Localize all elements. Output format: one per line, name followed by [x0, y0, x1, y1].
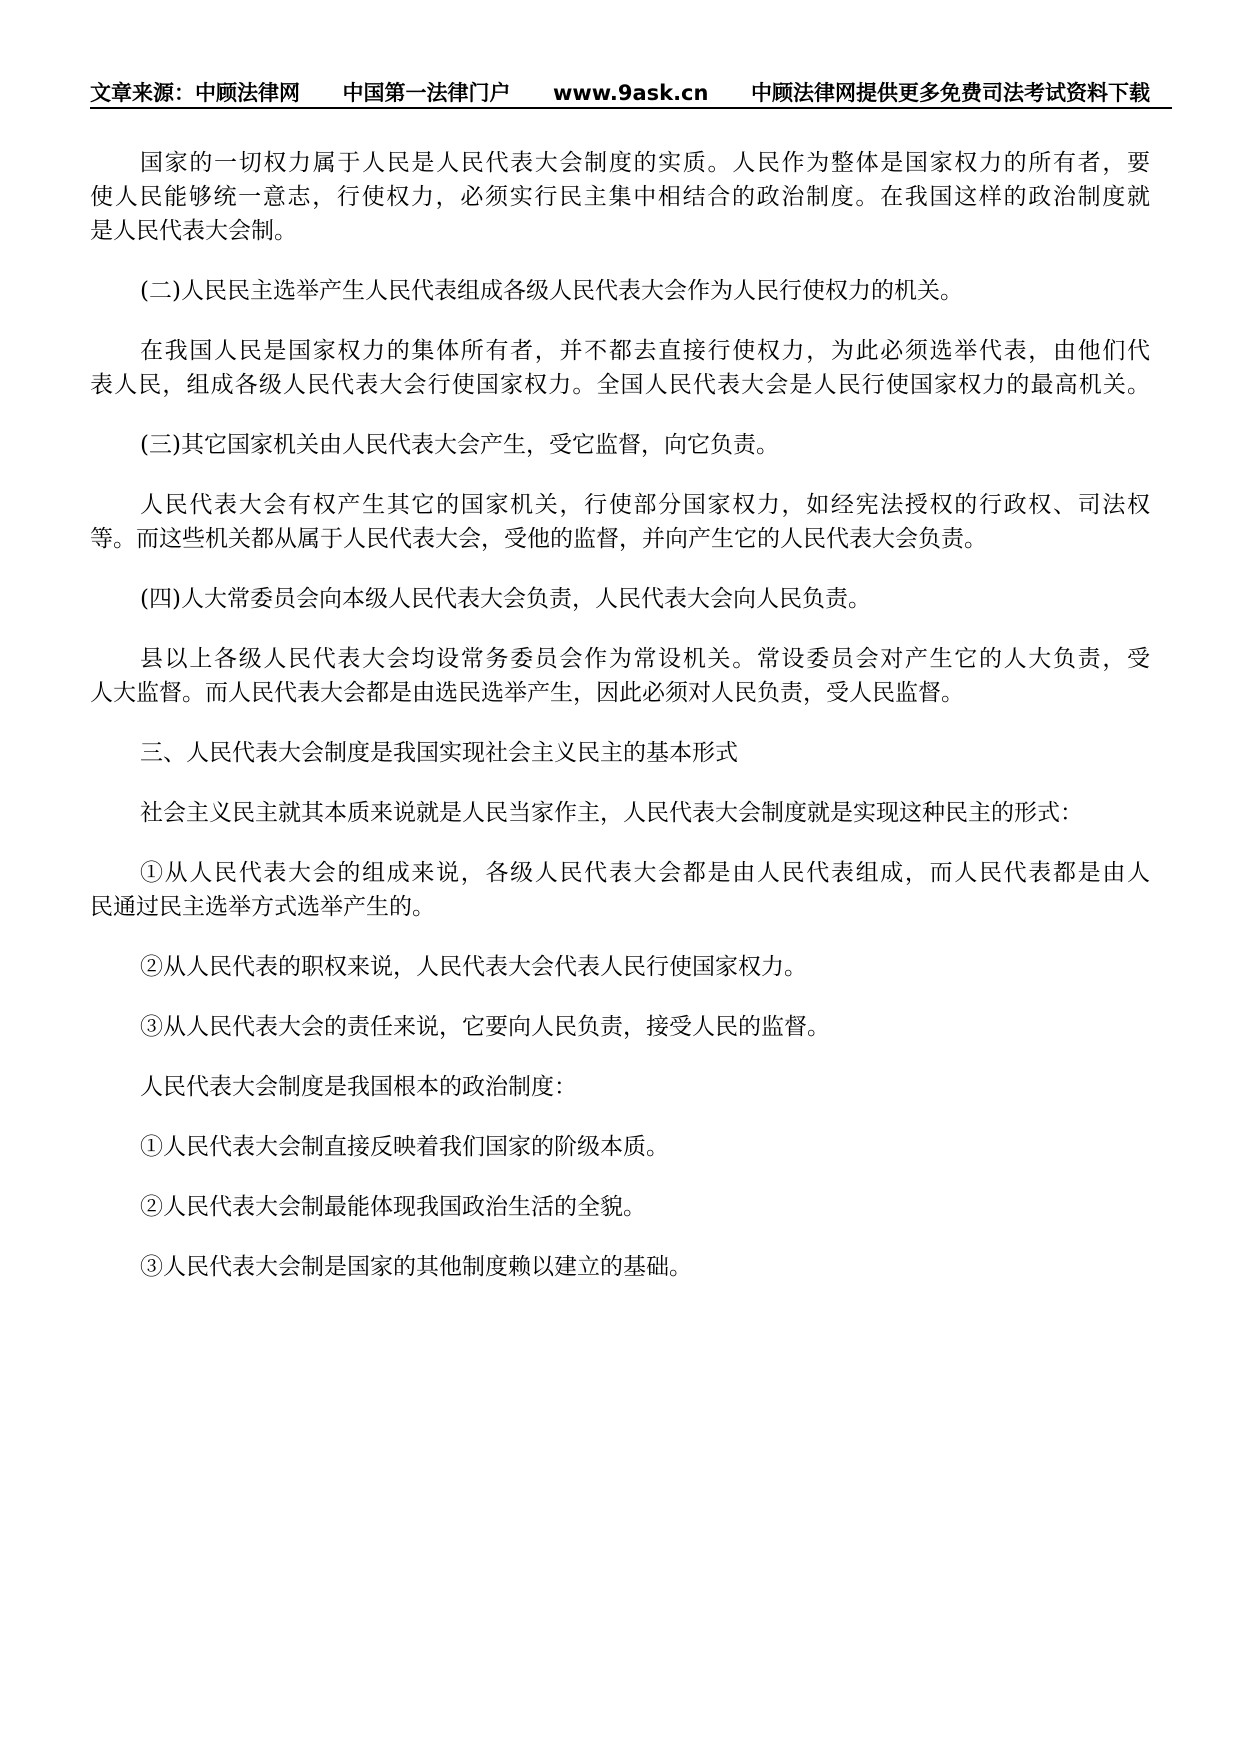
header-tagline: 中国第一法律门户: [342, 81, 511, 105]
paragraph-line: 社会主义民主就其本质来说就是人民当家作主，人民代表大会制度就是实现这种民主的形式：: [140, 800, 1083, 826]
paragraph-line: 人民代表大会有权产生其它的国家机关，行使部分国家权力，如经宪法授权的行政权、司法权: [140, 492, 1150, 518]
list-item: [90, 856, 1150, 924]
paragraph-line: ②从人民代表的职权来说，人民代表大会代表人民行使国家权力。: [140, 954, 807, 980]
paragraph: [90, 334, 1150, 402]
paragraph-line: ③从人民代表大会的责任来说，它要向人民负责，接受人民的监督。: [140, 1014, 830, 1040]
paragraph: [90, 146, 1150, 248]
paragraph: [90, 488, 1150, 556]
list-item: [90, 1250, 1150, 1284]
paragraph-line: (二)人民民主选举产生人民代表组成各级人民代表大会作为人民行使权力的机关。: [140, 278, 963, 304]
paragraph-line: ①从人民代表大会的组成来说，各级人民代表大会都是由人民代表组成，而人民代表都是由人: [140, 860, 1150, 886]
paragraph: [90, 796, 1150, 830]
section-heading: [90, 428, 1150, 462]
header-url: www.9ask.cn: [553, 81, 709, 105]
section-heading: [90, 582, 1150, 616]
paragraph-line: 表人民，组成各级人民代表大会行使国家权力。全国人民代表大会是人民行使国家权力的最高机关。: [90, 372, 1150, 398]
list-item: [90, 1130, 1150, 1164]
list-item: [90, 1010, 1150, 1044]
paragraph-line: 人民代表大会制度是我国根本的政治制度：: [140, 1074, 577, 1100]
paragraph-line: 等。而这些机关都从属于人民代表大会，受他的监督，并向产生它的人民代表大会负责。: [90, 526, 987, 552]
paragraph-line: (四)人大常委员会向本级人民代表大会负责，人民代表大会向人民负责。: [140, 586, 871, 612]
section-heading: [90, 274, 1150, 308]
paragraph-line: 三、人民代表大会制度是我国实现社会主义民主的基本形式: [140, 740, 738, 766]
paragraph-line: ②人民代表大会制最能体现我国政治生活的全貌。: [140, 1194, 646, 1220]
paragraph-line: 是人民代表大会制。: [90, 218, 297, 244]
paragraph-line: ③人民代表大会制是国家的其他制度赖以建立的基础。: [140, 1254, 692, 1280]
paragraph-line: ①人民代表大会制直接反映着我们国家的阶级本质。: [140, 1134, 669, 1160]
paragraph: [90, 1070, 1150, 1104]
paragraph-line: 使人民能够统一意志，行使权力，必须实行民主集中相结合的政治制度。在我国这样的政治制度就: [90, 184, 1150, 210]
paragraph-line: 人大监督。而人民代表大会都是由选民选举产生，因此必须对人民负责，受人民监督。: [90, 680, 964, 706]
document-body: [90, 146, 1150, 1310]
list-item: [90, 950, 1150, 984]
paragraph-line: 国家的一切权力属于人民是人民代表大会制度的实质。人民作为整体是国家权力的所有者，要: [140, 150, 1150, 176]
paragraph-line: 县以上各级人民代表大会均设常务委员会作为常设机关。常设委员会对产生它的人大负责，受: [140, 646, 1150, 672]
page-header: [90, 79, 1172, 109]
paragraph: [90, 642, 1150, 710]
header-promo: 中顾法律网提供更多免费司法考试资料下载: [750, 81, 1150, 105]
header-source: 文章来源：中顾法律网: [90, 81, 300, 105]
list-item: [90, 1190, 1150, 1224]
paragraph-line: 民通过民主选举方式选举产生的。: [90, 894, 435, 920]
paragraph-line: (三)其它国家机关由人民代表大会产生，受它监督，向它负责。: [140, 432, 779, 458]
paragraph-line: 在我国人民是国家权力的集体所有者，并不都去直接行使权力，为此必须选举代表，由他们代: [140, 338, 1150, 364]
section-heading: [90, 736, 1150, 770]
